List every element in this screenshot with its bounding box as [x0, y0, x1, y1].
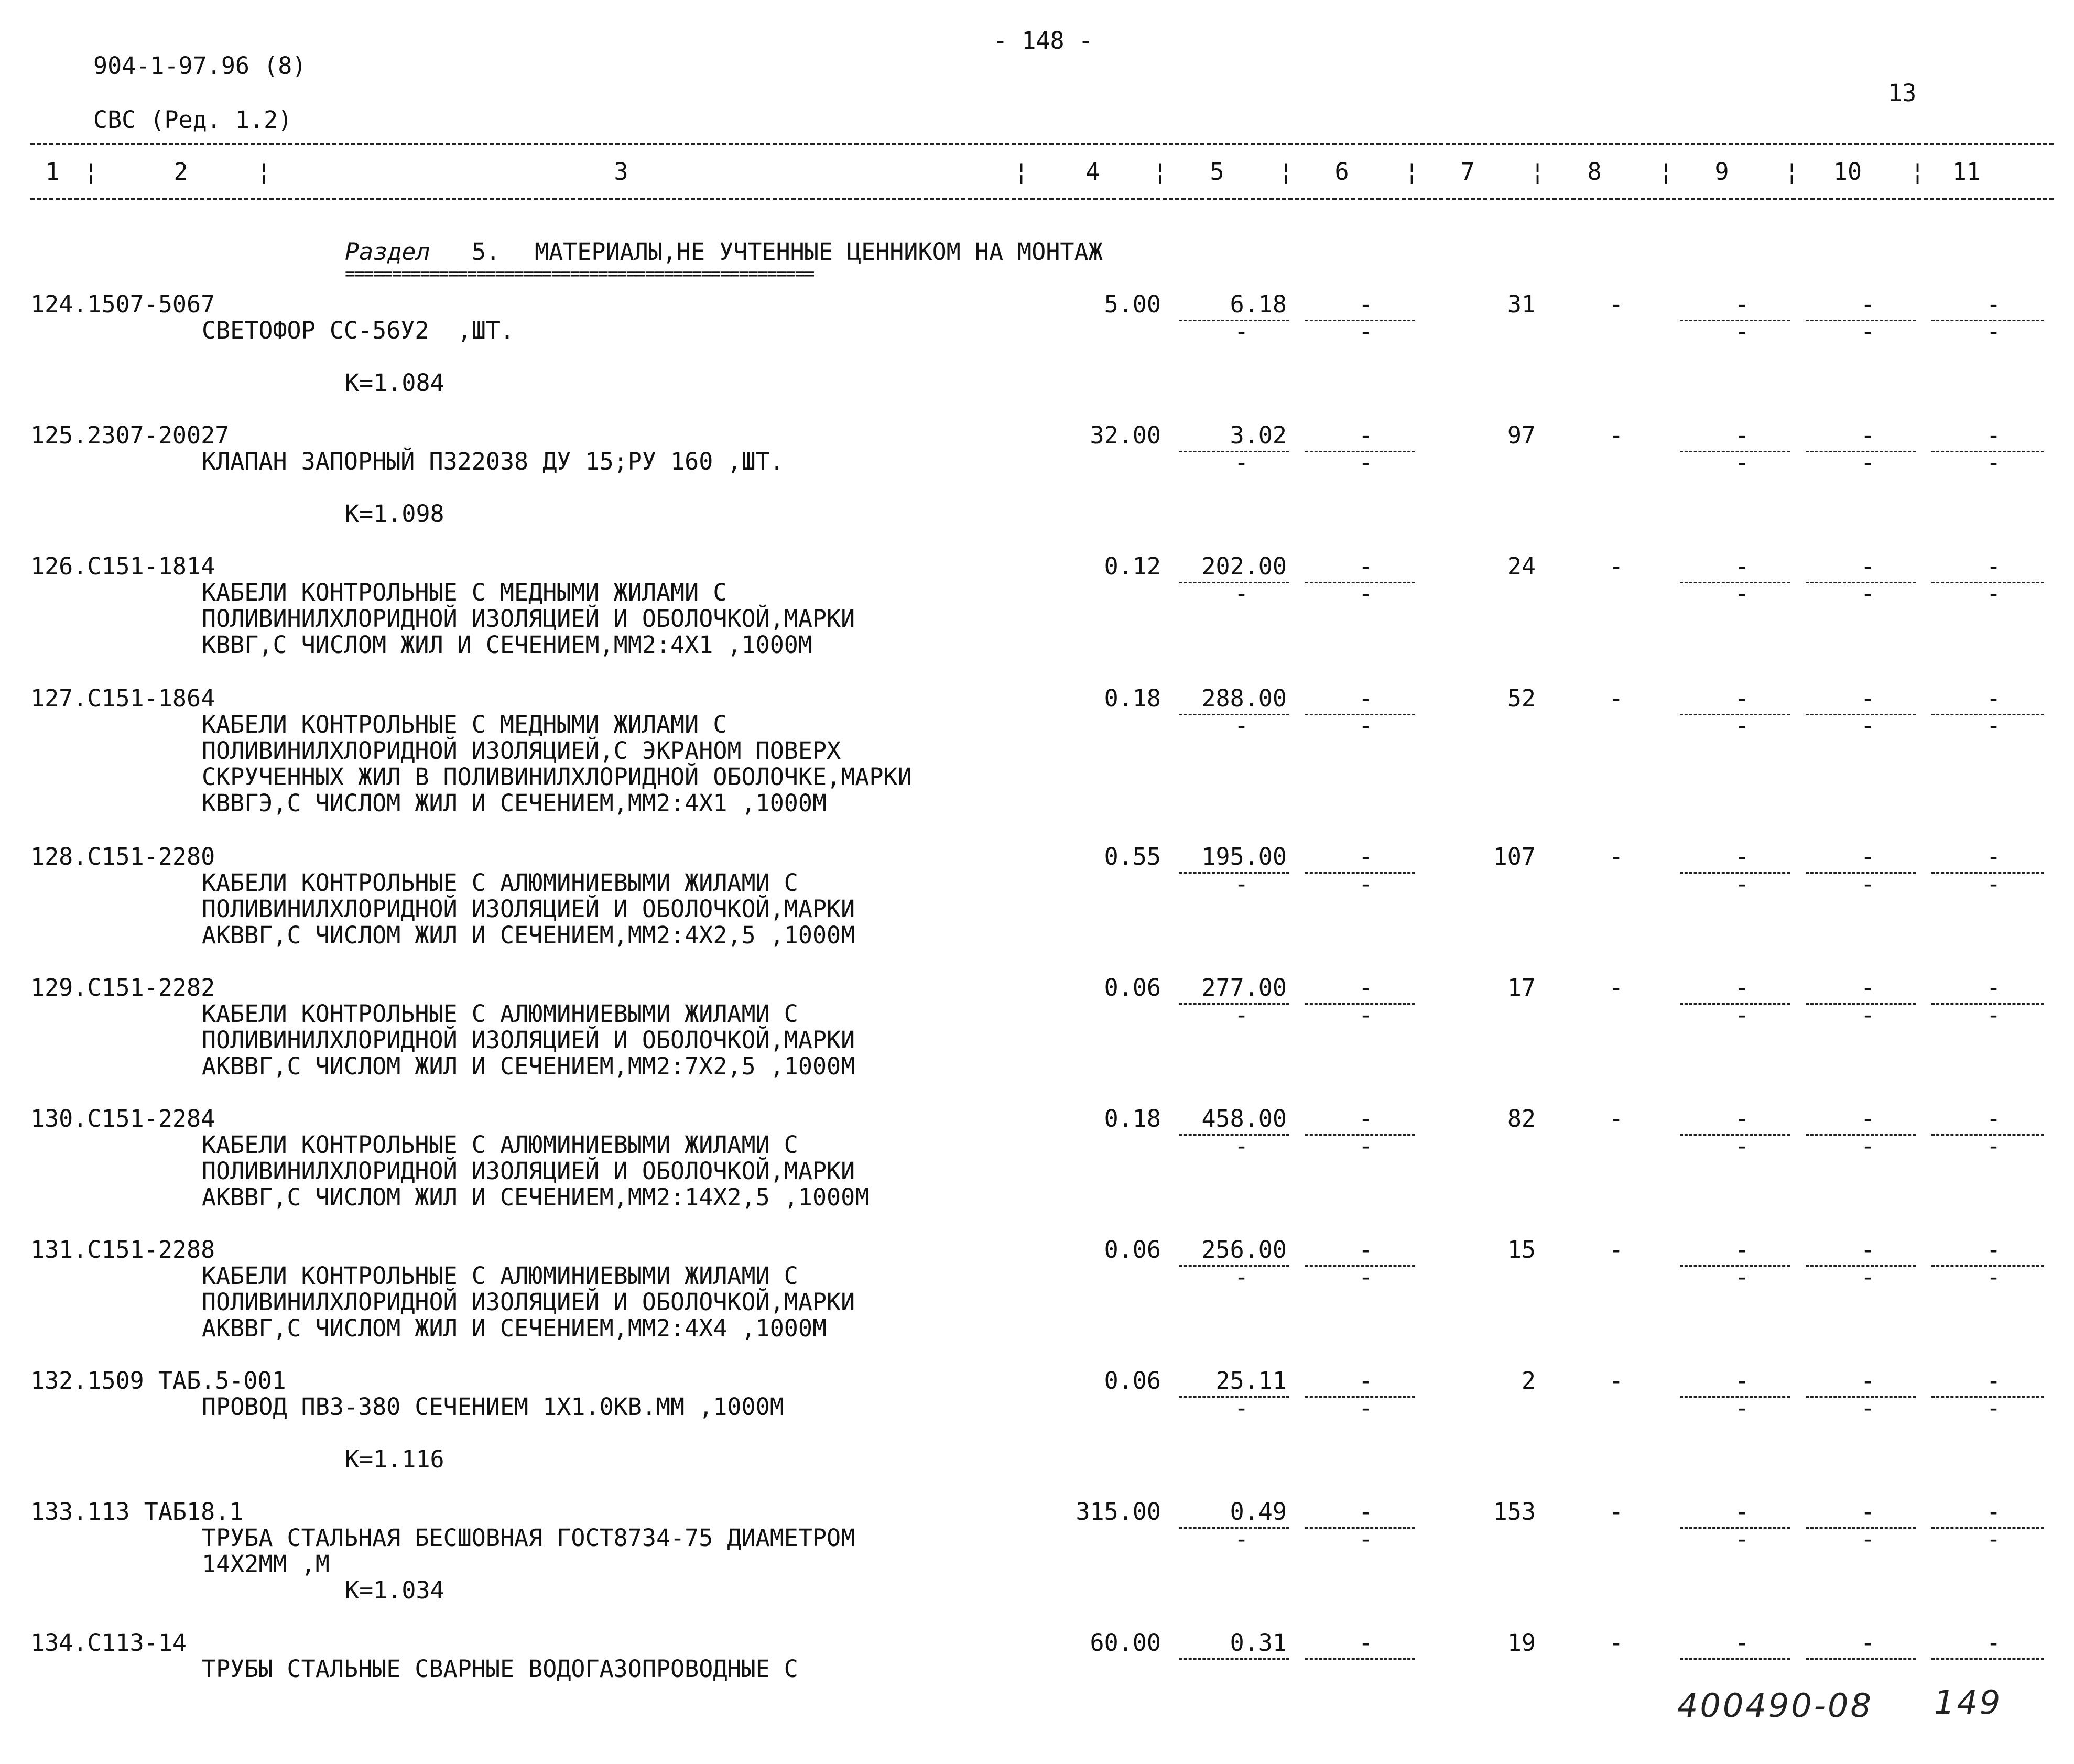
- column-header-4: 4: [1085, 158, 1100, 186]
- column-11-cell: -: [1986, 1367, 2001, 1395]
- column-10-cell: -: [1861, 421, 1875, 449]
- column-8-cell: -: [1609, 843, 1624, 870]
- sub-value-cell: -: [1861, 870, 1875, 898]
- sub-value-cell: -: [1735, 318, 1750, 345]
- column-separator: ¦: [1014, 158, 1029, 186]
- section-label: Раздел: [345, 238, 430, 266]
- column-header-7: 7: [1460, 158, 1475, 186]
- column-10-cell: -: [1861, 1105, 1875, 1133]
- column-8-cell: -: [1609, 1629, 1624, 1657]
- sub-value-cell: -: [1234, 1132, 1249, 1160]
- header-rule-bottom: [30, 198, 2054, 200]
- column-header-8: 8: [1587, 158, 1602, 186]
- quantity-cell: 60.00: [1090, 1629, 1161, 1657]
- column-separator: ¦: [1910, 158, 1925, 186]
- column-9-cell: -: [1735, 290, 1750, 318]
- coefficient-label: К=1.034: [345, 1576, 444, 1604]
- item-description: КАБЕЛИ КОНТРОЛЬНЫЕ С АЛЮМИНИЕВЫМИ ЖИЛАМИ С: [202, 1000, 798, 1028]
- column-header-11: 11: [1952, 158, 1981, 186]
- item-code: 130.С151-2284: [30, 1105, 215, 1133]
- column-10-cell: -: [1861, 1236, 1875, 1264]
- sub-value-cell: -: [1861, 1394, 1875, 1422]
- sub-value-cell: -: [1861, 712, 1875, 739]
- sub-value-cell: -: [1986, 449, 2001, 476]
- price-cell: 256.00: [1201, 1236, 1287, 1264]
- column-10-cell: -: [1861, 290, 1875, 318]
- quantity-cell: 0.18: [1104, 1105, 1161, 1133]
- item-description: КАБЕЛИ КОНТРОЛЬНЫЕ С АЛЮМИНИЕВЫМИ ЖИЛАМИ С: [202, 1262, 798, 1290]
- column-7-cell: 19: [1507, 1629, 1536, 1657]
- column-9-cell: -: [1735, 421, 1750, 449]
- sub-value-cell: -: [1234, 580, 1249, 607]
- item-code: 129.С151-2282: [30, 974, 215, 1001]
- column-6-cell: -: [1359, 974, 1373, 1001]
- column-6-cell: -: [1359, 1629, 1373, 1657]
- column-6-cell: -: [1359, 843, 1373, 870]
- column-7-cell: 15: [1507, 1236, 1536, 1264]
- item-description: КВВГ,С ЧИСЛОМ ЖИЛ И СЕЧЕНИЕМ,ММ2:4Х1 ,1000М: [202, 631, 812, 659]
- column-header-5: 5: [1210, 158, 1224, 186]
- column-7-cell: 24: [1507, 552, 1536, 580]
- column-6-cell: -: [1359, 1236, 1373, 1264]
- quantity-cell: 0.06: [1104, 974, 1161, 1001]
- column-10-cell: -: [1861, 552, 1875, 580]
- item-description: КАБЕЛИ КОНТРОЛЬНЫЕ С МЕДНЫМИ ЖИЛАМИ С: [202, 711, 727, 738]
- column-6-cell: -: [1359, 1105, 1373, 1133]
- column-7-cell: 97: [1507, 421, 1536, 449]
- item-description: СКРУЧЕННЫХ ЖИЛ В ПОЛИВИНИЛХЛОРИДНОЙ ОБОЛОЧКЕ,МАРКИ: [202, 763, 912, 791]
- sub-value-cell: -: [1986, 1525, 2001, 1553]
- item-code: 124.1507-5067: [30, 290, 215, 318]
- sub-value-cell: -: [1986, 1394, 2001, 1422]
- sub-value-cell: -: [1861, 1263, 1875, 1291]
- item-code: 131.С151-2288: [30, 1236, 215, 1264]
- sub-value-cell: -: [1359, 1394, 1373, 1422]
- column-9-cell: -: [1735, 1236, 1750, 1264]
- sub-value-cell: -: [1735, 580, 1750, 607]
- document-code: 904-1-97.96 (8): [93, 52, 307, 80]
- column-separator: ¦: [1659, 158, 1674, 186]
- sub-value-cell: -: [1735, 1132, 1750, 1160]
- column-7-cell: 52: [1507, 684, 1536, 712]
- item-description: СВЕТОФОР СС-56У2 ,ШТ.: [202, 317, 515, 344]
- column-11-cell: -: [1986, 684, 2001, 712]
- column-8-cell: -: [1609, 1236, 1624, 1264]
- archive-stamp: 400490-08: [1677, 1686, 1873, 1725]
- item-code: 134.С113-14: [30, 1629, 187, 1657]
- sub-value-cell: -: [1234, 1525, 1249, 1553]
- column-6-cell: -: [1359, 552, 1373, 580]
- coefficient-label: К=1.116: [345, 1445, 444, 1473]
- sub-value-cell: -: [1234, 712, 1249, 739]
- column-7-cell: 107: [1493, 843, 1536, 870]
- sub-value-cell: -: [1234, 1394, 1249, 1422]
- item-description: АКВВГ,С ЧИСЛОМ ЖИЛ И СЕЧЕНИЕМ,ММ2:14Х2,5 ,1000М: [202, 1183, 870, 1211]
- price-cell: 202.00: [1201, 552, 1287, 580]
- sub-value-cell: -: [1986, 580, 2001, 607]
- sub-value-cell: -: [1234, 1263, 1249, 1291]
- item-code: 133.113 ТАБ18.1: [30, 1498, 244, 1526]
- column-header-2: 2: [173, 158, 188, 186]
- sub-value-cell: -: [1861, 1525, 1875, 1553]
- item-description: ПОЛИВИНИЛХЛОРИДНОЙ ИЗОЛЯЦИЕЙ И ОБОЛОЧКОЙ,МАРКИ: [202, 895, 855, 923]
- sub-value-cell: -: [1359, 1001, 1373, 1029]
- item-code: 128.С151-2280: [30, 843, 215, 870]
- item-description: ТРУБА СТАЛЬНАЯ БЕСШОВНАЯ ГОСТ8734-75 ДИАМЕТРОМ: [202, 1524, 855, 1552]
- item-description: КАБЕЛИ КОНТРОЛЬНЫЕ С АЛЮМИНИЕВЫМИ ЖИЛАМИ С: [202, 869, 798, 897]
- item-description: ПОЛИВИНИЛХЛОРИДНОЙ ИЗОЛЯЦИЕЙ И ОБОЛОЧКОЙ,МАРКИ: [202, 1026, 855, 1054]
- price-cell: 0.49: [1230, 1498, 1287, 1526]
- item-description: КЛАПАН ЗАПОРНЫЙ П322038 ДУ 15;РУ 160 ,ШТ.: [202, 448, 784, 475]
- column-8-cell: -: [1609, 1498, 1624, 1526]
- cell-underline: [1305, 1658, 1415, 1660]
- sub-value-cell: -: [1735, 1001, 1750, 1029]
- column-separator: ¦: [1405, 158, 1419, 186]
- sub-value-cell: -: [1359, 449, 1373, 476]
- column-separator: ¦: [1785, 158, 1799, 186]
- item-description: ПОЛИВИНИЛХЛОРИДНОЙ ИЗОЛЯЦИЕЙ И ОБОЛОЧКОЙ,МАРКИ: [202, 1157, 855, 1185]
- sub-value-cell: -: [1986, 712, 2001, 739]
- quantity-cell: 0.18: [1104, 684, 1161, 712]
- quantity-cell: 0.55: [1104, 843, 1161, 870]
- item-description: КАБЕЛИ КОНТРОЛЬНЫЕ С АЛЮМИНИЕВЫМИ ЖИЛАМИ С: [202, 1131, 798, 1159]
- price-cell: 6.18: [1230, 290, 1287, 318]
- column-8-cell: -: [1609, 684, 1624, 712]
- column-header-6: 6: [1334, 158, 1349, 186]
- column-9-cell: -: [1735, 1629, 1750, 1657]
- sub-value-cell: -: [1735, 449, 1750, 476]
- column-11-cell: -: [1986, 1236, 2001, 1264]
- sub-value-cell: -: [1735, 712, 1750, 739]
- column-11-cell: -: [1986, 290, 2001, 318]
- quantity-cell: 32.00: [1090, 421, 1161, 449]
- column-11-cell: -: [1986, 421, 2001, 449]
- column-7-cell: 17: [1507, 974, 1536, 1001]
- column-8-cell: -: [1609, 1105, 1624, 1133]
- price-cell: 25.11: [1215, 1367, 1287, 1395]
- sub-value-cell: -: [1359, 1132, 1373, 1160]
- column-10-cell: -: [1861, 1367, 1875, 1395]
- sub-value-cell: -: [1234, 449, 1249, 476]
- item-description: КАБЕЛИ КОНТРОЛЬНЫЕ С МЕДНЫМИ ЖИЛАМИ С: [202, 579, 727, 606]
- column-10-cell: -: [1861, 843, 1875, 870]
- column-8-cell: -: [1609, 290, 1624, 318]
- item-code: 132.1509 ТАБ.5-001: [30, 1367, 286, 1395]
- column-6-cell: -: [1359, 1498, 1373, 1526]
- column-11-cell: -: [1986, 552, 2001, 580]
- sub-value-cell: -: [1359, 1525, 1373, 1553]
- column-separator: ¦: [257, 158, 272, 186]
- column-header-1: 1: [45, 158, 60, 186]
- column-9-cell: -: [1735, 684, 1750, 712]
- quantity-cell: 0.06: [1104, 1367, 1161, 1395]
- item-description: ПОЛИВИНИЛХЛОРИДНОЙ ИЗОЛЯЦИЕЙ,С ЭКРАНОМ ПОВЕРХ: [202, 737, 841, 765]
- cell-underline: [1680, 1658, 1790, 1660]
- column-8-cell: -: [1609, 1367, 1624, 1395]
- price-cell: 195.00: [1201, 843, 1287, 870]
- sub-value-cell: -: [1735, 1394, 1750, 1422]
- column-7-cell: 153: [1493, 1498, 1536, 1526]
- column-6-cell: -: [1359, 1367, 1373, 1395]
- item-description: ПОЛИВИНИЛХЛОРИДНОЙ ИЗОЛЯЦИЕЙ И ОБОЛОЧКОЙ,МАРКИ: [202, 1288, 855, 1316]
- sub-value-cell: -: [1234, 318, 1249, 345]
- column-10-cell: -: [1861, 974, 1875, 1001]
- column-8-cell: -: [1609, 421, 1624, 449]
- sub-value-cell: -: [1359, 580, 1373, 607]
- header-rule-top: [30, 143, 2054, 145]
- column-separator: ¦: [1153, 158, 1168, 186]
- price-cell: 458.00: [1201, 1105, 1287, 1133]
- item-description: 14Х2ММ ,М: [202, 1550, 330, 1578]
- sub-value-cell: -: [1359, 712, 1373, 739]
- sub-value-cell: -: [1234, 870, 1249, 898]
- column-11-cell: -: [1986, 1105, 2001, 1133]
- sub-value-cell: -: [1986, 318, 2001, 345]
- cell-underline: [1931, 1658, 2044, 1660]
- sub-value-cell: -: [1359, 1263, 1373, 1291]
- section-number: 5.: [472, 238, 501, 266]
- sub-value-cell: -: [1861, 318, 1875, 345]
- handwritten-sheet-number: 149: [1934, 1683, 2003, 1722]
- coefficient-label: К=1.098: [345, 500, 444, 528]
- section-underline: ==================================================: [345, 263, 814, 284]
- column-6-cell: -: [1359, 684, 1373, 712]
- column-11-cell: -: [1986, 1629, 2001, 1657]
- sub-value-cell: -: [1861, 1132, 1875, 1160]
- sub-value-cell: -: [1986, 1001, 2001, 1029]
- item-code: 127.С151-1864: [30, 684, 215, 712]
- column-11-cell: -: [1986, 843, 2001, 870]
- item-description: АКВВГ,С ЧИСЛОМ ЖИЛ И СЕЧЕНИЕМ,ММ2:7Х2,5 ,1000М: [202, 1052, 855, 1080]
- price-cell: 288.00: [1201, 684, 1287, 712]
- cell-underline: [1806, 1658, 1916, 1660]
- sub-value-cell: -: [1234, 1001, 1249, 1029]
- column-9-cell: -: [1735, 1105, 1750, 1133]
- column-8-cell: -: [1609, 552, 1624, 580]
- column-11-cell: -: [1986, 1498, 2001, 1526]
- section-title: МАТЕРИАЛЫ,НЕ УЧТЕННЫЕ ЦЕННИКОМ НА МОНТАЖ: [535, 238, 1103, 266]
- column-7-cell: 31: [1507, 290, 1536, 318]
- sub-value-cell: -: [1861, 1001, 1875, 1029]
- item-code: 126.С151-1814: [30, 552, 215, 580]
- sub-value-cell: -: [1359, 318, 1373, 345]
- column-separator: ¦: [1530, 158, 1545, 186]
- column-7-cell: 82: [1507, 1105, 1536, 1133]
- column-10-cell: -: [1861, 1498, 1875, 1526]
- sub-value-cell: -: [1986, 1132, 2001, 1160]
- sub-value-cell: -: [1359, 870, 1373, 898]
- column-6-cell: -: [1359, 290, 1373, 318]
- column-9-cell: -: [1735, 974, 1750, 1001]
- column-8-cell: -: [1609, 974, 1624, 1001]
- column-10-cell: -: [1861, 684, 1875, 712]
- item-description: ПРОВОД ПВЗ-380 СЕЧЕНИЕМ 1Х1.0КВ.ММ ,1000М: [202, 1393, 784, 1421]
- price-cell: 0.31: [1230, 1629, 1287, 1657]
- item-description: КВВГЭ,С ЧИСЛОМ ЖИЛ И СЕЧЕНИЕМ,ММ2:4Х1 ,1000М: [202, 789, 827, 817]
- sub-value-cell: -: [1861, 449, 1875, 476]
- column-9-cell: -: [1735, 843, 1750, 870]
- sub-value-cell: -: [1735, 870, 1750, 898]
- page-number: - 148 -: [993, 27, 1093, 55]
- item-description: АКВВГ,С ЧИСЛОМ ЖИЛ И СЕЧЕНИЕМ,ММ2:4Х4 ,1000М: [202, 1314, 827, 1342]
- column-header-10: 10: [1833, 158, 1862, 186]
- column-header-3: 3: [614, 158, 628, 186]
- quantity-cell: 5.00: [1104, 290, 1161, 318]
- column-header-9: 9: [1714, 158, 1729, 186]
- quantity-cell: 315.00: [1076, 1498, 1161, 1526]
- column-9-cell: -: [1735, 1498, 1750, 1526]
- sub-value-cell: -: [1986, 1263, 2001, 1291]
- item-description: АКВВГ,С ЧИСЛОМ ЖИЛ И СЕЧЕНИЕМ,ММ2:4Х2,5 ,1000М: [202, 921, 855, 949]
- column-9-cell: -: [1735, 1367, 1750, 1395]
- edition-label: СВС (Ред. 1.2): [93, 106, 292, 134]
- column-11-cell: -: [1986, 974, 2001, 1001]
- column-6-cell: -: [1359, 421, 1373, 449]
- sub-value-cell: -: [1861, 580, 1875, 607]
- column-separator: ¦: [84, 158, 99, 186]
- coefficient-label: К=1.084: [345, 369, 444, 397]
- item-description: ТРУБЫ СТАЛЬНЫЕ СВАРНЫЕ ВОДОГАЗОПРОВОДНЫЕ С: [202, 1655, 798, 1683]
- quantity-cell: 0.06: [1104, 1236, 1161, 1264]
- sub-value-cell: -: [1735, 1263, 1750, 1291]
- item-description: ПОЛИВИНИЛХЛОРИДНОЙ ИЗОЛЯЦИЕЙ И ОБОЛОЧКОЙ,МАРКИ: [202, 605, 855, 633]
- sheet-number: 13: [1888, 79, 1917, 107]
- item-code: 125.2307-20027: [30, 421, 230, 449]
- quantity-cell: 0.12: [1104, 552, 1161, 580]
- price-cell: 3.02: [1230, 421, 1287, 449]
- column-9-cell: -: [1735, 552, 1750, 580]
- sub-value-cell: -: [1986, 870, 2001, 898]
- sub-value-cell: -: [1735, 1525, 1750, 1553]
- column-7-cell: 2: [1521, 1367, 1536, 1395]
- price-cell: 277.00: [1201, 974, 1287, 1001]
- column-separator: ¦: [1279, 158, 1294, 186]
- column-10-cell: -: [1861, 1629, 1875, 1657]
- cell-underline: [1179, 1658, 1289, 1660]
